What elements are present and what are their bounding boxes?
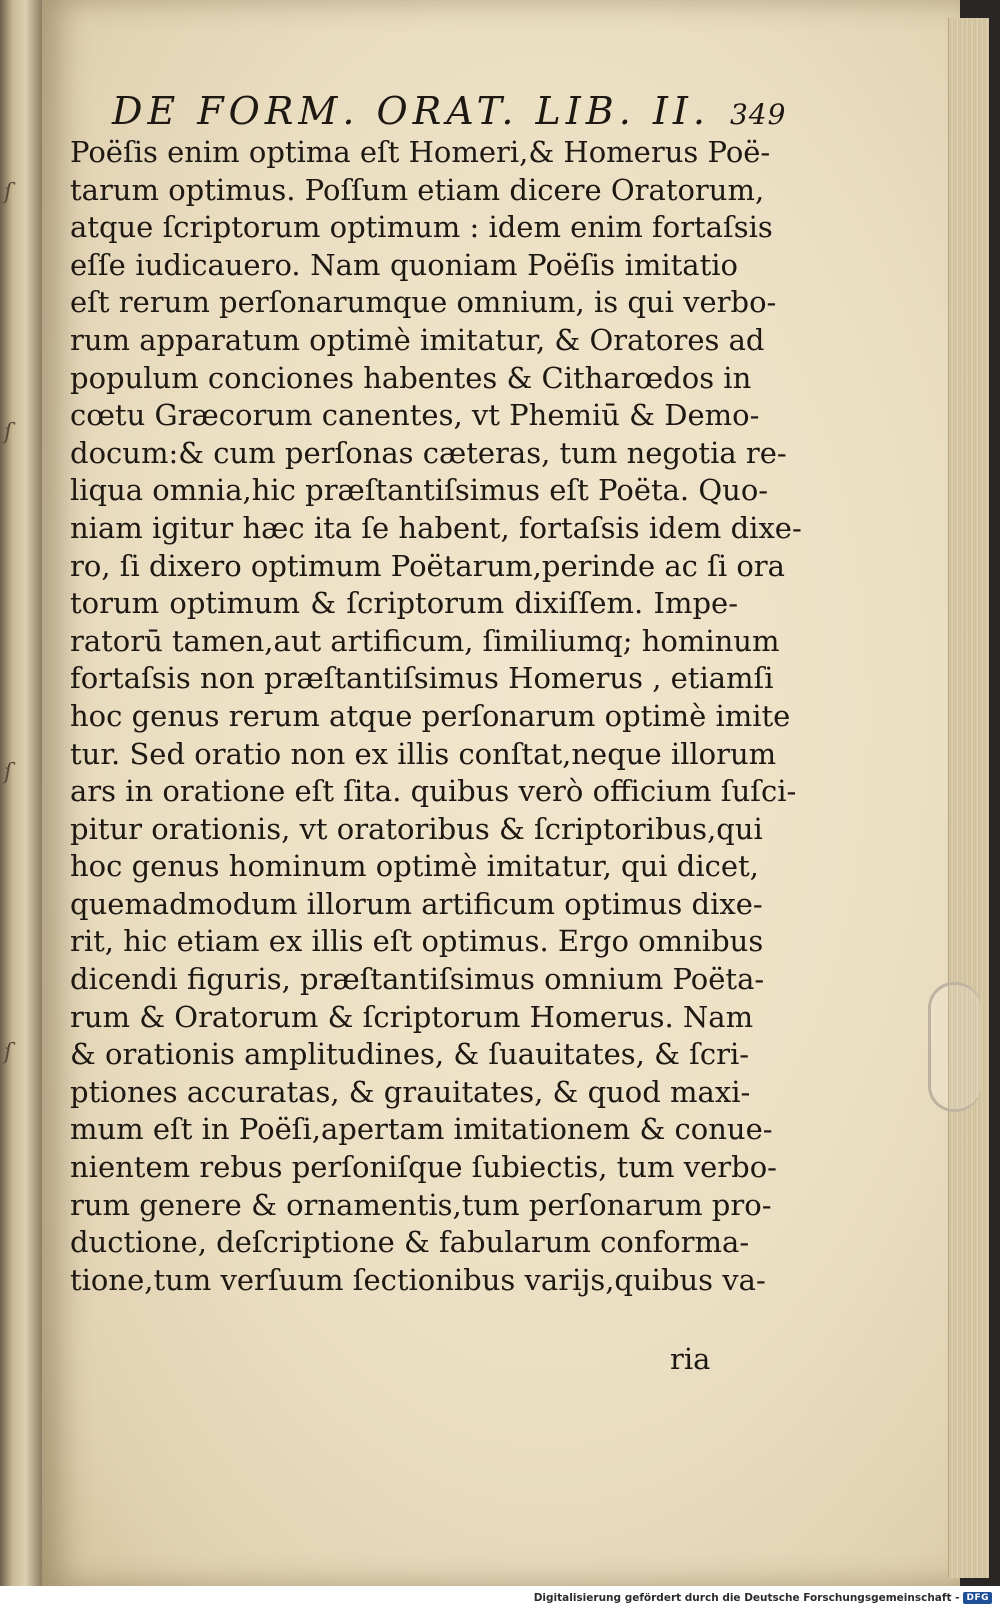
- text-line: ductione, deſcriptione & fabularum conforma-: [70, 1225, 750, 1260]
- text-line: populum conciones habentes & Citharœdos in: [70, 360, 752, 395]
- text-line: hoc genus hominum optimè imitatur, qui dicet,: [70, 849, 759, 884]
- credit-text: Digitalisierung gefördert durch die Deutsche Forschungsgemeinschaft -: [533, 1592, 960, 1604]
- text-line: docum:& cum perſonas cæteras, tum negotia re-: [70, 435, 787, 470]
- text-line: nientem rebus perſoniſque ſubiectis, tum verbo-: [70, 1150, 777, 1185]
- text-line: niam igitur hæc ita ſe habent, fortaſsis idem dixe-: [70, 510, 802, 545]
- text-line: rit, hic etiam ex illis eſt optimus. Ergo omnibus: [70, 924, 764, 959]
- running-head-title: DE FORM. ORAT. LIB. II.: [112, 89, 710, 133]
- text-line: ptiones accuratas, & grauitates, & quod maxi-: [70, 1074, 751, 1109]
- margin-glyph: ſ: [4, 180, 13, 205]
- text-line: & orationis amplitudines, & ſuauitates, & ſcri-: [70, 1037, 750, 1072]
- text-line: rum apparatum optimè imitatur, & Oratores ad: [70, 322, 765, 357]
- clip-outline: [928, 982, 981, 1112]
- text-line: eſſe iudicauero. Nam quoniam Poëſis imitatio: [70, 247, 738, 282]
- text-line: mum eſt in Poëſi,apertam imitationem & conue-: [70, 1112, 773, 1147]
- dfg-logo: DFG: [963, 1592, 992, 1604]
- text-line: tur. Sed oratio non ex illis conſtat,neque illorum: [70, 736, 777, 771]
- text-line: ars in oratione eſt ſita. quibus verò officium ſuſci-: [70, 774, 797, 809]
- text-line: rum genere & ornamentis,tum perſonarum pro-: [70, 1187, 772, 1222]
- text-line: tione,tum verſuum ſectionibus varijs,quibus va-: [70, 1262, 766, 1297]
- facing-page-edge: [0, 0, 42, 1586]
- margin-glyph: ſ: [4, 1040, 13, 1065]
- page-number: 349: [729, 98, 787, 131]
- text-line: hoc genus rerum atque perſonarum optimè imite: [70, 698, 791, 733]
- margin-glyph: ſ: [4, 760, 13, 785]
- text-line: fortaſsis non præſtantiſsimus Homerus , etiamſi: [70, 661, 774, 696]
- body-text: [70, 134, 802, 1299]
- text-line: dicendi figuris, præſtantiſsimus omnium Poëta-: [70, 962, 765, 997]
- credit-bar: [0, 1586, 1000, 1610]
- margin-glyph: ſ: [4, 420, 13, 445]
- text-line: Poëſis enim optima eſt Homeri,& Homerus Poë-: [70, 135, 771, 169]
- text-line: liqua omnia,hic præſtantiſsimus eſt Poëta. Quo-: [70, 473, 769, 508]
- text-line: cœtu Græcorum canentes, vt Phemiū & Demo-: [70, 398, 760, 433]
- page-fore-edge: [948, 18, 989, 1578]
- text-block: [70, 89, 802, 1299]
- text-line: ratorū tamen,aut artificum, ſimiliumq; hominum: [70, 623, 780, 658]
- text-line: ro, ſi dixero optimum Poëtarum,perinde ac ſi ora: [70, 548, 785, 583]
- text-line: rum & Oratorum & ſcriptorum Homerus. Nam: [70, 999, 754, 1034]
- text-line: quemadmodum illorum artificum optimus dixe-: [70, 886, 763, 921]
- text-line: pitur orationis, vt oratoribus & ſcriptoribus,qui: [70, 811, 763, 846]
- text-line: torum optimum & ſcriptorum dixiſſem. Impe-: [70, 586, 738, 621]
- catchword: ria: [670, 1342, 711, 1376]
- text-line: atque ſcriptorum optimum : idem enim fortaſsis: [70, 210, 773, 245]
- text-line: tarum optimus. Poſſum etiam dicere Oratorum,: [70, 172, 765, 207]
- text-line: eſt rerum perſonarumque omnium, is qui verbo-: [70, 285, 777, 320]
- running-head: [112, 89, 787, 133]
